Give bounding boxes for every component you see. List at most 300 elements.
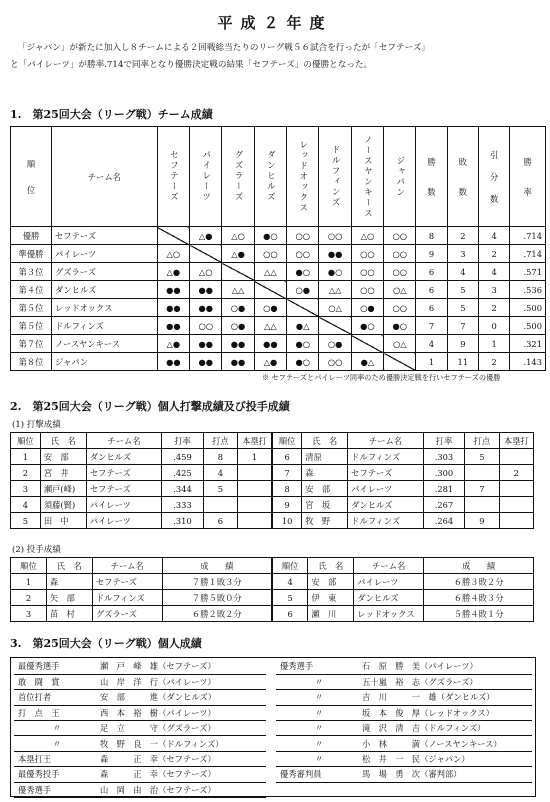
batting-cell: 宮 坂 [302,497,348,513]
pitching-row [11,606,534,622]
batting-cell: 7 [465,481,499,497]
pitching-cell: ７勝１敗３分 [162,574,272,590]
result-cell: ●● [190,353,222,371]
pitching-cell: セフテーズ [92,574,162,590]
rank-cell: 第８位 [11,353,52,371]
pitching-cell: グズラーズ [92,606,162,622]
award-winner: 坂 本 俊 厚（レッドオックス） [358,705,532,720]
pitching-cell: 矢 部 [46,590,92,606]
diagonal-cell [287,299,319,317]
team-name-cell: セフテーズ [51,227,157,245]
batting-cell: .344 [162,481,203,497]
award-winner: 滝 沢 清 吉（ドルフィンズ） [358,721,532,736]
award-row [276,705,532,720]
intro-line-1: 「ジャパン」が新たに加入し８チームによる２回戦総当たりのリーグ戦５６試合を行ったが「セフテーズ」 [18,43,430,53]
award-title: 〃 [276,736,358,751]
award-row [14,690,266,705]
diagonal-cell [384,353,416,371]
pitching-cell: 6 [272,606,308,622]
result-cell: △○ [190,263,222,281]
losses-cell: 7 [447,317,478,335]
award-row [14,721,266,736]
batting-row [11,481,534,497]
award-title: 〃 [14,736,96,751]
diagonal-cell [254,281,286,299]
award-row [14,659,266,674]
result-cell: ●● [222,353,254,371]
intro-line-2: と「パイレーツ」が勝率.714で同率となり優勝決定戦の結果「セフテーズ」の優勝となった。 [10,60,373,70]
team-name-cell: ダンヒルズ [51,281,157,299]
pitching-cell: ６勝４敗３分 [424,590,534,606]
award-row [14,736,266,751]
result-cell: ○△ [384,281,416,299]
result-cell: ●● [222,335,254,353]
batting-cell: 5 [11,513,41,529]
batting-row [11,449,534,465]
pitching-table [10,557,534,622]
pct-cell: .536 [510,281,546,299]
result-cell: △● [157,335,189,353]
award-title: 本塁打王 [14,751,96,766]
pitching-cell: 森 [46,574,92,590]
draws-cell: 3 [478,281,509,299]
column-header: 本塁打 [238,433,272,449]
team-name-cell: レッドオックス [51,299,157,317]
batting-cell [465,465,499,481]
pitching-cell: 安 部 [308,574,354,590]
batting-cell: .425 [162,465,203,481]
rank-cell: 第７位 [11,335,52,353]
losses-cell: 11 [447,353,478,371]
result-cell: △△ [254,317,286,335]
opponent-name: ノースヤンキース [362,134,373,219]
result-cell: ○○ [384,263,416,281]
rank-cell: 準優勝 [11,245,52,263]
rank-cell: 第４位 [11,281,52,299]
column-header: 氏 名 [40,433,86,449]
wins-cell: 6 [416,263,447,281]
result-cell: ○○ [384,299,416,317]
award-title: 〃 [276,705,358,720]
column-header: 打率 [423,433,464,449]
award-winner: 石 原 勝 美（パイレーツ） [358,659,532,674]
batting-row [11,497,534,513]
award-winner: 足 立 守（グズラーズ） [96,721,266,736]
result-cell: ●○ [287,353,319,371]
section-1-heading: 1. 第25回大会（リーグ戦）チーム成績 [10,108,213,121]
batting-cell: .264 [423,513,464,529]
award-winner: 森 正 幸（セフテーズ） [96,751,266,766]
award-winner: 小 林 満（ノースヤンキース） [358,736,532,751]
column-header: 氏 名 [46,558,92,574]
award-row [276,736,532,751]
batting-table [10,432,534,529]
pct-header-char: 勝 [523,156,532,167]
team-name-cell: グズラーズ [51,263,157,281]
column-header: チーム名 [354,558,424,574]
batting-cell: パイレーツ [348,481,424,497]
award-winner: 瀬 戸 峰 雄（セフテーズ） [96,659,266,674]
losses-cell: 9 [447,335,478,353]
result-cell: △○ [157,245,189,263]
batting-cell [238,497,272,513]
team-header: チーム名 [51,127,157,227]
result-cell: ○● [254,299,286,317]
pct-cell: .714 [510,245,546,263]
result-cell: ○△ [319,299,351,317]
pitching-cell: 瀬 川 [308,606,354,622]
batting-cell: 宮 井 [40,465,86,481]
rank-cell: 第３位 [11,263,52,281]
column-header: 氏 名 [302,433,348,449]
batting-cell [238,481,272,497]
wins-cell: 6 [416,281,447,299]
column-header: 順位 [11,433,41,449]
award-row [276,690,532,705]
result-cell: ○○ [351,281,383,299]
pitching-row [11,590,534,606]
award-title: 〃 [276,674,358,689]
wins-cell: 4 [416,335,447,353]
rank-header-char: 順 [26,158,36,169]
column-header: 氏 名 [308,558,354,574]
opponent-header [319,127,351,227]
pitching-cell: ７勝５敗０分 [162,590,272,606]
batting-cell [238,465,272,481]
pitching-cell: ６勝２敗２分 [162,606,272,622]
batting-cell: ドルフィンズ [348,449,424,465]
result-cell: ●● [157,281,189,299]
result-cell: ●● [190,281,222,299]
pct-cell: .500 [510,317,546,335]
opponent-name: セフテーズ [168,150,179,203]
pitching-cell: 4 [272,574,308,590]
batting-cell: 3 [11,481,41,497]
result-cell: ●● [157,317,189,335]
team-name-cell: ジャパン [51,353,157,371]
award-winner: 安 部 進（ダンヒルズ） [96,690,266,705]
batting-cell: .281 [423,481,464,497]
result-cell: ○○ [351,245,383,263]
award-winner: 牧 野 良 一（ドルフィンズ） [96,736,266,751]
result-cell: ●● [319,245,351,263]
award-winner: 山 岸 洋 行（パイレーツ） [96,674,266,689]
result-cell: ●△ [351,353,383,371]
award-title: 最優秀選手 [14,659,96,674]
result-cell: ●○ [254,227,286,245]
result-cell: △△ [222,281,254,299]
result-cell: ●○ [319,263,351,281]
award-row [276,767,532,782]
batting-cell: 6 [203,513,237,529]
team-name-cell: パイレーツ [51,245,157,263]
batting-cell: 1 [11,449,41,465]
result-cell: ○○ [384,227,416,245]
losses-cell: 2 [447,227,478,245]
column-header: 成 績 [162,558,272,574]
losses-header-char: 数 [458,186,467,197]
draws-cell: 2 [478,245,509,263]
batting-cell: 8 [203,449,237,465]
column-header: チーム名 [86,433,162,449]
draws-header-char: 引 [489,149,499,160]
column-header: 打率 [162,433,203,449]
result-cell: ●○ [351,317,383,335]
award-row [14,674,266,689]
pitching-cell: ダンヒルズ [354,590,424,606]
batting-cell: パイレーツ [86,513,162,529]
batting-row [11,513,534,529]
result-cell: ○● [319,335,351,353]
wins-header-char: 勝 [427,156,436,167]
batting-cell: 瀬戸(峰) [40,481,86,497]
rank-header-char: 位 [26,184,36,195]
losses-cell: 3 [447,245,478,263]
team-row [11,263,546,281]
team-row [11,299,546,317]
result-cell: ○○ [319,353,351,371]
batting-cell: 5 [465,449,499,465]
draws-header-char: 分 [489,171,499,182]
batting-cell: 6 [272,449,302,465]
draws-cell: 1 [478,335,509,353]
award-title: 首位打者 [14,690,96,705]
draws-cell: 4 [478,227,509,245]
header-row [11,558,534,574]
wins-cell: 1 [416,353,447,371]
wins-cell: 6 [416,299,447,317]
pitching-cell: 2 [11,590,47,606]
losses-cell: 4 [447,263,478,281]
batting-cell: .310 [162,513,203,529]
diagonal-cell [319,317,351,335]
batting-cell: セフテーズ [348,465,424,481]
batting-cell: 1 [238,449,272,465]
result-cell: ●○ [287,335,319,353]
batting-cell: 5 [203,481,237,497]
award-title: 〃 [276,751,358,766]
column-header: 打点 [465,433,499,449]
result-cell: ○● [222,299,254,317]
result-cell: ○○ [351,263,383,281]
rank-cell: 第５位 [11,299,52,317]
award-winner: 山 岡 由 治（セフテーズ） [96,782,266,797]
batting-cell: 4 [203,465,237,481]
result-cell: ●● [157,299,189,317]
opponent-name: ジャパン [394,155,405,198]
team-results-table [10,126,546,371]
diagonal-cell [157,227,189,245]
losses-header [447,127,478,227]
result-cell: △● [222,245,254,263]
award-title: 〃 [14,721,96,736]
draws-cell: 4 [478,263,509,281]
result-cell: △● [254,353,286,371]
result-cell: ○○ [319,227,351,245]
award-title: 最優秀投手 [14,767,96,782]
column-header: 本塁打 [499,433,533,449]
result-cell: ○● [287,281,319,299]
column-header: チーム名 [348,433,424,449]
batting-cell: 7 [272,465,302,481]
batting-cell: 牧 野 [302,513,348,529]
award-title: 〃 [276,721,358,736]
result-cell: ○○ [287,245,319,263]
result-cell: ○○ [287,227,319,245]
column-header: チーム名 [92,558,162,574]
diagonal-cell [190,245,222,263]
award-title: 〃 [276,690,358,705]
award-title: 優秀選手 [14,782,96,797]
pitching-cell: 伊 東 [308,590,354,606]
award-winner: 五十嵐 裕 志（グズラーズ） [358,674,532,689]
award-title: 優秀審判員 [276,767,358,782]
batting-cell: .303 [423,449,464,465]
pct-header-char: 率 [523,186,532,197]
result-cell: △● [190,227,222,245]
opponent-name: ドルフィンズ [330,145,341,208]
playoff-note: ※ セフテーズとパイレーツ同率のため優勝決定戦を行いセフテーズの優勝 [262,373,501,382]
pct-header [510,127,546,227]
award-title: 優秀選手 [276,659,358,674]
rank-cell: 第５位 [11,317,52,335]
result-cell: ○△ [384,335,416,353]
batting-cell [499,497,533,513]
batting-cell: 2 [499,465,533,481]
result-cell: ●△ [287,317,319,335]
opponent-header [254,127,286,227]
batting-cell: .333 [162,497,203,513]
batting-cell: セフテーズ [86,465,162,481]
result-cell: △△ [254,263,286,281]
award-row [276,674,532,689]
rank-header [11,127,52,227]
batting-cell: 9 [465,513,499,529]
batting-cell [465,497,499,513]
opponent-name: パイレーツ [200,150,211,203]
column-header: 打点 [203,433,237,449]
page-title: 平成２年度 [217,14,333,32]
wins-cell: 8 [416,227,447,245]
awards-left [14,659,266,798]
batting-cell: .267 [423,497,464,513]
batting-cell: セフテーズ [86,481,162,497]
result-cell: ○● [222,317,254,335]
draws-cell: 2 [478,299,509,317]
award-winner: 松 井 一 民（ジャパン） [358,751,532,766]
opponent-header [384,127,416,227]
award-row [276,659,532,674]
awards-right [276,659,532,783]
pitching-cell: パイレーツ [354,574,424,590]
pitching-cell: ドルフィンズ [92,590,162,606]
result-cell: ●● [157,353,189,371]
team-name-cell: ドルフィンズ [51,317,157,335]
team-name-cell: ノースヤンキース [51,335,157,353]
result-cell: ●○ [287,263,319,281]
opponent-name: レッドオックス [297,139,308,214]
pct-cell: .321 [510,335,546,353]
pitching-cell: ６勝３敗２分 [424,574,534,590]
batting-cell: ドルフィンズ [348,513,424,529]
opponent-name: グズラーズ [233,150,244,203]
team-row [11,227,546,245]
batting-cell [499,449,533,465]
award-title: 敢 闘 賞 [14,674,96,689]
result-cell: △○ [222,227,254,245]
result-cell: ○● [351,299,383,317]
wins-header [416,127,447,227]
award-title: 打 点 王 [14,705,96,720]
pitching-cell: 苗 村 [46,606,92,622]
result-cell: △○ [351,227,383,245]
team-row [11,245,546,263]
pitching-cell: レッドオックス [354,606,424,622]
result-cell: ○○ [254,245,286,263]
wins-cell: 9 [416,245,447,263]
column-header: 成 績 [424,558,534,574]
result-cell: ●● [254,335,286,353]
section-3-heading: 3. 第25回大会（リーグ戦）個人成績 [10,637,202,650]
losses-cell: 5 [447,299,478,317]
team-row [11,317,546,335]
batting-cell [499,513,533,529]
draws-header-char: 数 [489,193,499,204]
result-cell: ●○ [384,317,416,335]
award-winner: 馬 場 勇 次（審判部） [358,767,532,782]
award-row [14,782,266,797]
pct-cell: .500 [510,299,546,317]
batting-cell [203,497,237,513]
batting-cell: 8 [272,481,302,497]
draws-cell: 2 [478,353,509,371]
pct-cell: .571 [510,263,546,281]
opponent-header [222,127,254,227]
opponent-name: ダンヒルズ [265,150,276,203]
batting-cell: 森 [302,465,348,481]
result-cell: ●● [190,299,222,317]
batting-title: (1) 打撃成績 [12,420,61,430]
opponent-header [190,127,222,227]
batting-cell: 須藤(賢) [40,497,86,513]
batting-cell: .300 [423,465,464,481]
result-cell: △△ [319,281,351,299]
header-row [11,127,546,227]
batting-cell: 9 [272,497,302,513]
batting-cell: 清原 [302,449,348,465]
draws-header [478,127,509,227]
diagonal-cell [222,263,254,281]
diagonal-cell [351,335,383,353]
batting-row [11,465,534,481]
pitching-title: (2) 投手成績 [12,545,61,555]
award-row [14,751,266,766]
award-winner: 吉 川 一 雄（ダンヒルズ） [358,690,532,705]
team-row [11,353,546,371]
pct-cell: .143 [510,353,546,371]
result-cell: ○○ [190,317,222,335]
pitching-cell: ５勝４敗１分 [424,606,534,622]
batting-cell: パイレーツ [86,497,162,513]
batting-cell: 田 中 [40,513,86,529]
pitching-cell: 1 [11,574,47,590]
batting-cell: 4 [11,497,41,513]
batting-cell: ダンヒルズ [348,497,424,513]
opponent-header [287,127,319,227]
losses-cell: 5 [447,281,478,299]
batting-cell: ダンヒルズ [86,449,162,465]
section-2-heading: 2. 第25回大会（リーグ戦）個人打撃成績及び投手成績 [10,400,290,413]
